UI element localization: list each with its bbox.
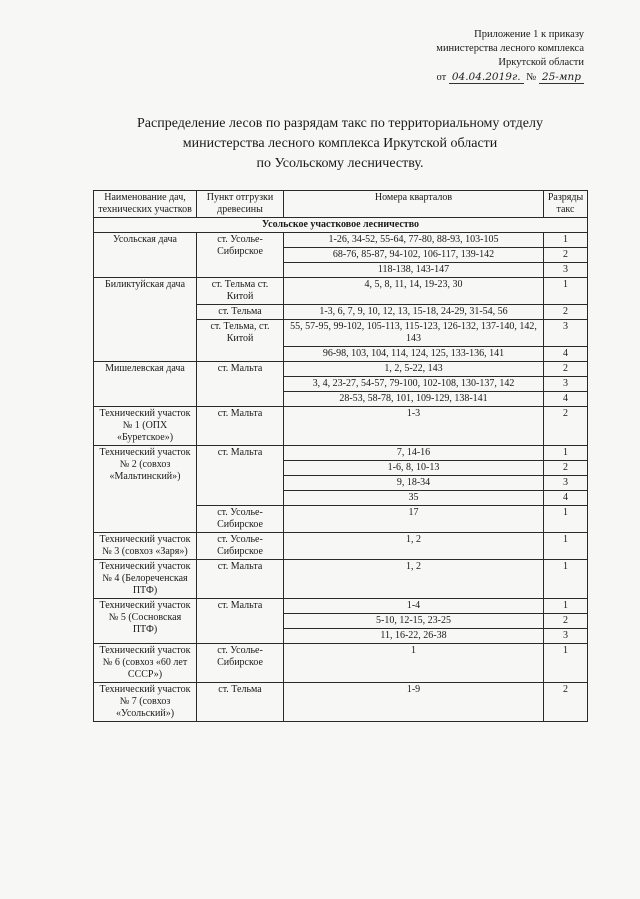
category: 2 [544, 362, 588, 377]
table-row [94, 683, 588, 722]
quarters: 118-138, 143-147 [284, 263, 544, 278]
quarters: 1-26, 34-52, 55-64, 77-80, 88-93, 103-105 [284, 233, 544, 248]
quarters: 1-4 [284, 599, 544, 614]
quarters: 7, 14-16 [284, 446, 544, 461]
quarters: 3, 4, 23-27, 54-57, 79-100, 102-108, 130-137, 142 [284, 377, 544, 392]
site-name: Технический участок № 3 (совхоз «Заря») [94, 533, 197, 560]
table-row [94, 560, 588, 599]
appendix-line-1: Приложение 1 к приказу [474, 29, 584, 40]
table-row [94, 644, 588, 683]
category: 3 [544, 263, 588, 278]
category: 3 [544, 629, 588, 644]
appendix-header [436, 28, 584, 85]
header-categories: Разряды такс [544, 191, 588, 218]
table-row [94, 407, 588, 446]
header-quarters: Номера кварталов [284, 191, 544, 218]
shipping-point: ст. Мальта [197, 599, 284, 644]
quarters: 1-3, 6, 7, 9, 10, 12, 13, 15-18, 24-29, 31-54, 56 [284, 305, 544, 320]
category: 4 [544, 347, 588, 362]
quarters: 5-10, 12-15, 23-25 [284, 614, 544, 629]
shipping-point: ст. Усолье-Сибирское [197, 533, 284, 560]
shipping-point: ст. Тельма ст. Китой [197, 278, 284, 305]
title-line-3: по Усольскому лесничеству. [256, 156, 424, 171]
table-row [94, 233, 588, 248]
category: 2 [544, 683, 588, 722]
order-reference [436, 70, 584, 85]
category: 1 [544, 599, 588, 614]
quarters: 1 [284, 644, 544, 683]
category: 1 [544, 233, 588, 248]
table-row [94, 446, 588, 461]
category: 3 [544, 476, 588, 491]
number-label: № [526, 72, 537, 83]
order-date: 04.04.2019г. [449, 71, 524, 84]
shipping-point: ст. Усолье-Сибирское [197, 506, 284, 533]
site-name: Усольская дача [94, 233, 197, 278]
site-name: Технический участок № 5 (Сосновская ПТФ) [94, 599, 197, 644]
category: 2 [544, 614, 588, 629]
appendix-line-2: министерства лесного комплекса [436, 43, 584, 54]
header-point: Пункт отгрузки древесины [197, 191, 284, 218]
quarters: 68-76, 85-87, 94-102, 106-117, 139-142 [284, 248, 544, 263]
site-name: Технический участок № 7 (совхоз «Усольский») [94, 683, 197, 722]
category: 3 [544, 377, 588, 392]
site-name: Технический участок № 6 (совхоз «60 лет СССР») [94, 644, 197, 683]
quarters: 4, 5, 8, 11, 14, 19-23, 30 [284, 278, 544, 305]
category: 2 [544, 461, 588, 476]
shipping-point: ст. Тельма [197, 683, 284, 722]
title-line-2: министерства лесного комплекса Иркутской области [182, 136, 498, 151]
shipping-point: ст. Мальта [197, 362, 284, 407]
shipping-point: ст. Мальта [197, 560, 284, 599]
category: 3 [544, 320, 588, 347]
category: 2 [544, 407, 588, 446]
quarters: 1, 2, 5-22, 143 [284, 362, 544, 377]
site-name: Технический участок № 2 (совхоз «Мальтинский») [94, 446, 197, 533]
header-name: Наименование дач, технических участков [94, 191, 197, 218]
site-name: Технический участок № 1 (ОПХ «Буретское») [94, 407, 197, 446]
title-line-1: Распределение лесов по разрядам такс по территориальному отделу [137, 116, 543, 131]
quarters: 35 [284, 491, 544, 506]
quarters: 55, 57-95, 99-102, 105-113, 115-123, 126-132, 137-140, 142, 143 [284, 320, 544, 347]
section-row [94, 218, 588, 233]
category: 1 [544, 446, 588, 461]
document-title [90, 114, 590, 174]
category: 1 [544, 644, 588, 683]
quarters: 9, 18-34 [284, 476, 544, 491]
category: 4 [544, 392, 588, 407]
header-row [94, 191, 588, 218]
table-row [94, 278, 588, 305]
appendix-line-3: Иркутской области [498, 57, 584, 68]
quarters: 17 [284, 506, 544, 533]
site-name: Биликтуйская дача [94, 278, 197, 362]
table-row [94, 599, 588, 614]
category: 4 [544, 491, 588, 506]
category: 1 [544, 506, 588, 533]
from-label: от [436, 72, 447, 83]
category: 1 [544, 533, 588, 560]
shipping-point: ст. Мальта [197, 407, 284, 446]
forest-distribution-table [93, 190, 588, 722]
quarters: 28-53, 58-78, 101, 109-129, 138-141 [284, 392, 544, 407]
quarters: 1, 2 [284, 533, 544, 560]
site-name: Технический участок № 4 (Белореченская ПТФ) [94, 560, 197, 599]
site-name: Мишелевская дача [94, 362, 197, 407]
quarters: 96-98, 103, 104, 114, 124, 125, 133-136, 141 [284, 347, 544, 362]
shipping-point: ст. Мальта [197, 446, 284, 506]
quarters: 11, 16-22, 26-38 [284, 629, 544, 644]
order-number: 25-мпр [539, 71, 584, 84]
shipping-point: ст. Тельма [197, 305, 284, 320]
quarters: 1-9 [284, 683, 544, 722]
section-title: Усольское участковое лесничество [94, 218, 588, 233]
category: 2 [544, 248, 588, 263]
shipping-point: ст. Усолье-Сибирское [197, 233, 284, 278]
quarters: 1, 2 [284, 560, 544, 599]
quarters: 1-6, 8, 10-13 [284, 461, 544, 476]
category: 2 [544, 305, 588, 320]
shipping-point: ст. Тельма, ст. Китой [197, 320, 284, 362]
category: 1 [544, 278, 588, 305]
table-row [94, 533, 588, 560]
quarters: 1-3 [284, 407, 544, 446]
category: 1 [544, 560, 588, 599]
table-row [94, 362, 588, 377]
shipping-point: ст. Усолье-Сибирское [197, 644, 284, 683]
